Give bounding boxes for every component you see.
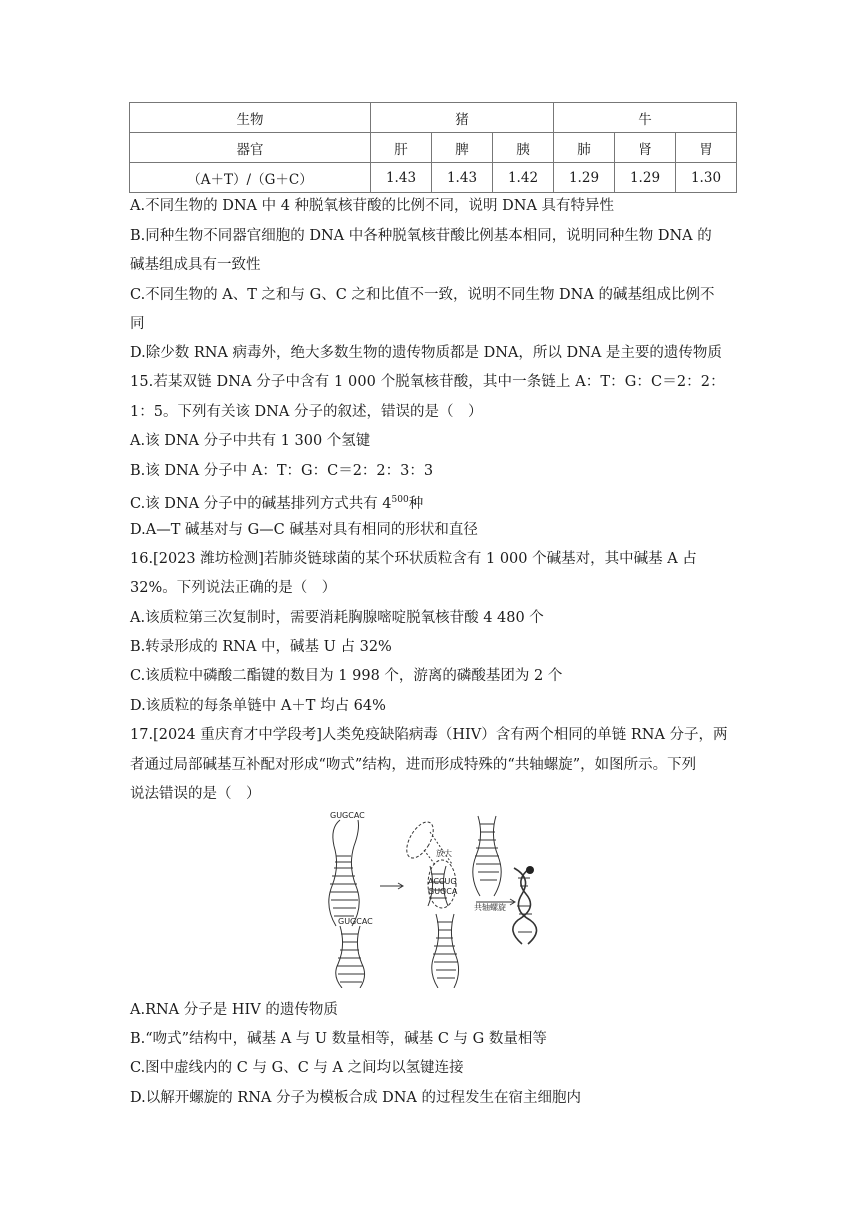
- q17-option-b: B.“吻式”结构中，碱基 A 与 U 数量相等，碱基 C 与 G 数量相等: [130, 1031, 547, 1047]
- sequence-label-right-upper: ACCUG: [428, 877, 457, 886]
- zoom-label: 放大: [436, 849, 452, 858]
- q14-option-c-line1: C.不同生物的 A、T 之和与 G、C 之和比值不一致，说明不同生物 DNA 的碱基组成比例不: [130, 287, 715, 303]
- q16-option-b: B.转录形成的 RNA 中，碱基 U 占 32%: [130, 639, 392, 655]
- q15-stem-line1: 15.若某双链 DNA 分子中含有 1 000 个脱氧核苷酸，其中一条链上 A：T：G：C＝2：2：: [130, 374, 725, 390]
- q16-stem-line1: 16.[2023 潍坊检测]若肺炎链球菌的某个环状质粒含有 1 000 个碱基对，其中碱基 A 占: [130, 551, 697, 567]
- table-cell: 1.29: [615, 163, 676, 193]
- q14-option-a: A.不同生物的 DNA 中 4 种脱氧核苷酸的比例不同，说明 DNA 具有特异性: [130, 198, 615, 214]
- table-cell: 肝: [371, 133, 432, 163]
- table-cell: 生物: [130, 103, 371, 133]
- gc-ratio-table: [129, 102, 737, 193]
- table-row: [130, 133, 737, 163]
- table-cell: 胰: [493, 133, 554, 163]
- q17-stem-line2: 者通过局部碱基互补配对形成“吻式”结构，进而形成特殊的“共轴螺旋”，如图所示。下列: [130, 757, 697, 773]
- table-cell: 胃: [676, 133, 737, 163]
- q17-option-a: A.RNA 分子是 HIV 的遗传物质: [130, 1002, 338, 1018]
- table-cell: （A＋T）/（G＋C）: [130, 163, 371, 193]
- table-cell: 猪: [371, 103, 554, 133]
- q15-option-c-suffix: 种: [408, 495, 424, 512]
- q16-option-a: A.该质粒第三次复制时，需要消耗胸腺嘧啶脱氧核苷酸 4 480 个: [130, 610, 544, 626]
- q16-option-d: D.该质粒的每条单链中 A＋T 均占 64%: [130, 698, 386, 714]
- table-cell: 脾: [432, 133, 493, 163]
- q15-option-c: [130, 490, 423, 514]
- coaxial-helix-label: 共轴螺旋: [474, 903, 506, 912]
- hiv-rna-kissing-figure: [318, 806, 550, 988]
- table-cell: 1.42: [493, 163, 554, 193]
- table-cell: 器官: [130, 133, 371, 163]
- q17-stem-line1: 17.[2024 重庆育才中学段考]人类免疫缺陷病毒（HIV）含有两个相同的单链 RNA 分子，两: [130, 727, 728, 743]
- sequence-label-right-lower: GUGCA: [428, 887, 458, 896]
- q15-stem-line2: 1：5。下列有关该 DNA 分子的叙述，错误的是（ ）: [130, 404, 483, 420]
- table-cell: 1.29: [554, 163, 615, 193]
- q15-option-b: B.该 DNA 分子中 A：T：G：C＝2：2：3：3: [130, 463, 434, 479]
- q17-option-d: D.以解开螺旋的 RNA 分子为模板合成 DNA 的过程发生在宿主细胞内: [130, 1090, 582, 1106]
- helix-cap-icon: [526, 866, 534, 874]
- q14-option-c-line2: 同: [130, 316, 145, 332]
- q14-option-b-line1: B.同种生物不同器官细胞的 DNA 中各种脱氧核苷酸比例基本相同，说明同种生物 DNA 的: [130, 228, 712, 244]
- q14-option-d: D.除少数 RNA 病毒外，绝大多数生物的遗传物质都是 DNA，所以 DNA 是主要的遗传物质: [130, 345, 722, 361]
- table-cell: 肺: [554, 133, 615, 163]
- q17-stem-line3: 说法错误的是（ ）: [130, 786, 261, 802]
- table-cell: 1.43: [371, 163, 432, 193]
- table-row: [130, 163, 737, 193]
- q15-option-c-text: C.该 DNA 分子中的碱基排列方式共有 4: [130, 495, 392, 512]
- q16-stem-line2: 32%。下列说法正确的是（ ）: [130, 580, 337, 596]
- table-cell: 牛: [554, 103, 737, 133]
- table-cell: 1.30: [676, 163, 737, 193]
- table-cell: 肾: [615, 133, 676, 163]
- sequence-label-top: GUGCAC: [330, 811, 365, 820]
- q17-option-c: C.图中虚线内的 C 与 G、C 与 A 之间均以氢键连接: [130, 1060, 464, 1076]
- q15-option-a: A.该 DNA 分子中共有 1 300 个氢键: [130, 433, 371, 449]
- rna-structure-diagram: [318, 806, 550, 988]
- table-cell: 1.43: [432, 163, 493, 193]
- q15-option-d: D.A—T 碱基对与 G—C 碱基对具有相同的形状和直径: [130, 522, 478, 538]
- q16-option-c: C.该质粒中磷酸二酯键的数目为 1 998 个，游离的磷酸基团为 2 个: [130, 668, 563, 684]
- table-row: [130, 103, 737, 133]
- q15-option-c-exponent: 500: [391, 495, 409, 505]
- q14-option-b-line2: 碱基组成具有一致性: [130, 257, 261, 273]
- sequence-label-middle: GUGCAC: [338, 917, 373, 926]
